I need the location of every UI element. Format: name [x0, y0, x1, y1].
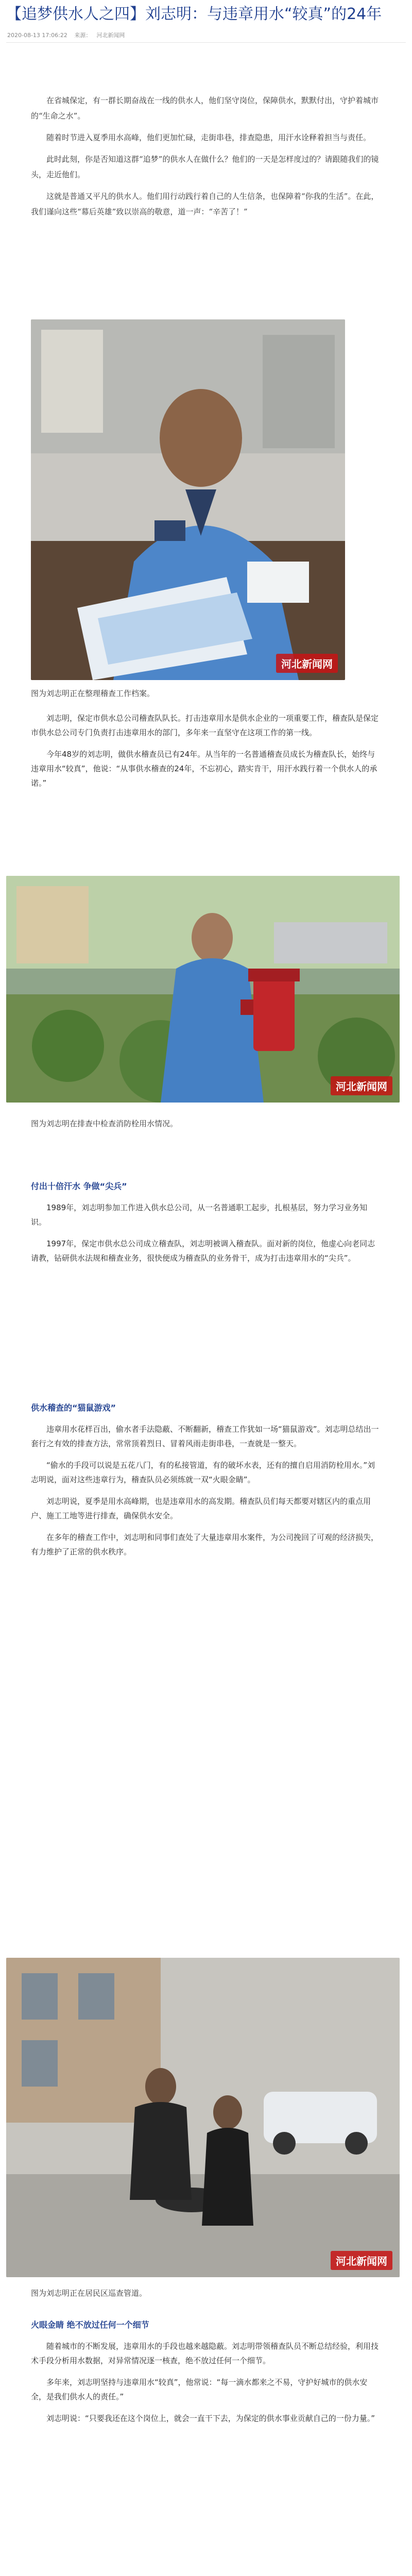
title-divider: [6, 42, 406, 43]
section-body: [31, 711, 381, 798]
watermark-logo: 河北新闻网: [331, 1076, 392, 1095]
source-label: 来源：: [74, 32, 92, 39]
photo-hydrant-inspection: [6, 876, 400, 1103]
intro-paragraph: 在省城保定，有一群长期奋战在一线的供水人，他们坚守岗位，保障供水，默默付出，守护着城市的“生命之水”。: [31, 96, 379, 121]
intro-paragraph: 这就是普通又平凡的供水人。他们用行动践行着自己的人生信条，也保障着“你我的生活”。在此，我们谨向这些“幕后英雄”致以崇高的敬意，道一声：“辛苦了！”: [31, 192, 379, 216]
paragraph: 1989年，刘志明参加工作进入供水总公司，从一名普通职工起步，扎根基层，努力学习业务知识。: [31, 1203, 368, 1227]
intro-paragraph: 此时此刻，你是否知道这群“追梦”的供水人在做什么？他们的一天是怎样度过的？请跟随我们的镜头，走近他们。: [31, 155, 379, 179]
watermark-logo: 河北新闻网: [276, 654, 338, 673]
paragraph: 刘志明说，夏季是用水高峰期，也是违章用水的高发期。稽查队员们每天都要对辖区内的重点用户、施工工地等进行排查，确保供水安全。: [31, 1497, 371, 1520]
intro-paragraph: 随着时节进入夏季用水高峰，他们更加忙碌，走街串巷，排查隐患，用汗水诠释着担当与责任。: [46, 133, 371, 142]
section-body: [31, 1200, 381, 1273]
paragraph: 随着城市的不断发展，违章用水的手段也越来越隐蔽。刘志明带领稽查队员不断总结经验，利用技术手段分析用水数据，对异常情况逐一核查，绝不放过任何一个细节。: [31, 2342, 379, 2365]
source-link[interactable]: 河北新闻网: [96, 32, 125, 39]
paragraph: 在多年的稽查工作中，刘志明和同事们查处了大量违章用水案件，为公司挽回了可观的经济损失，有力维护了正常的供水秩序。: [31, 1533, 379, 1556]
paragraph: “偷水的手段可以说是五花八门，有的私接管道，有的破坏水表，还有的擅自启用消防栓用水。”刘志明说，面对这些违章行为，稽查队员必须练就一双“火眼金睛”。: [31, 1461, 375, 1484]
photo-officer-documents: [31, 319, 345, 680]
article-meta: [7, 31, 130, 39]
photo-caption: 图为刘志明正在整理稽查工作档案。: [31, 689, 155, 698]
section-heading: 火眼金睛 绝不放过任何一个细节: [31, 2320, 149, 2330]
watermark-logo: 河北新闻网: [331, 2251, 392, 2270]
section-heading: 付出十倍汗水 争做“尖兵”: [31, 1181, 127, 1191]
paragraph: 刘志明说：“只要我还在这个岗位上，就会一直干下去，为保定的供水事业贡献自己的一份力量。”: [46, 2414, 375, 2423]
photo-caption: 图为刘志明在排查中检查消防栓用水情况。: [31, 1119, 178, 1128]
paragraph: 刘志明，保定市供水总公司稽查队队长。打击违章用水是供水企业的一项重要工作，稽查队是保定市供水总公司专门负责打击违章用水的部门，多年来一直坚守在这项工作的第一线。: [31, 714, 379, 737]
publish-date: 2020-08-13 17:06:22: [7, 32, 67, 39]
paragraph: 违章用水花样百出，偷水者手法隐蔽、不断翻新，稽查工作犹如一场“猫鼠游戏”。刘志明总结出一套行之有效的排查方法，常常顶着烈日、冒着风雨走街串巷，一查就是一整天。: [31, 1425, 379, 1448]
section-heading: 供水稽查的“猫鼠游戏”: [31, 1403, 116, 1413]
article-title: 【追梦供水人之四】刘志明：与违章用水“较真”的24年: [6, 5, 382, 23]
paragraph: 多年来，刘志明坚持与违章用水“较真”，他常说：“每一滴水都来之不易，守护好城市的供水安全，是我们供水人的责任。”: [31, 2378, 368, 2401]
photo-caption: 图为刘志明正在居民区巡查管道。: [31, 2289, 147, 2298]
paragraph: 1997年，保定市供水总公司成立稽查队，刘志明被调入稽查队。面对新的岗位，他虚心向老同志请教，钻研供水法规和稽查业务，很快便成为稽查队的业务骨干，成为打击违章用水的“尖兵”。: [31, 1239, 375, 1263]
section-body: [31, 2339, 381, 2433]
paragraph: 今年48岁的刘志明，做供水稽查员已有24年。从当年的一名普通稽查员成长为稽查队长，始终与违章用水“较真”，他说：“从事供水稽查的24年，不忘初心，踏实肯干，用汗水践行着一个供水人的承诺。”: [31, 750, 377, 788]
section-body: [31, 1422, 381, 1566]
photo-manhole-check: [6, 1958, 400, 2277]
intro-block: [31, 93, 381, 226]
